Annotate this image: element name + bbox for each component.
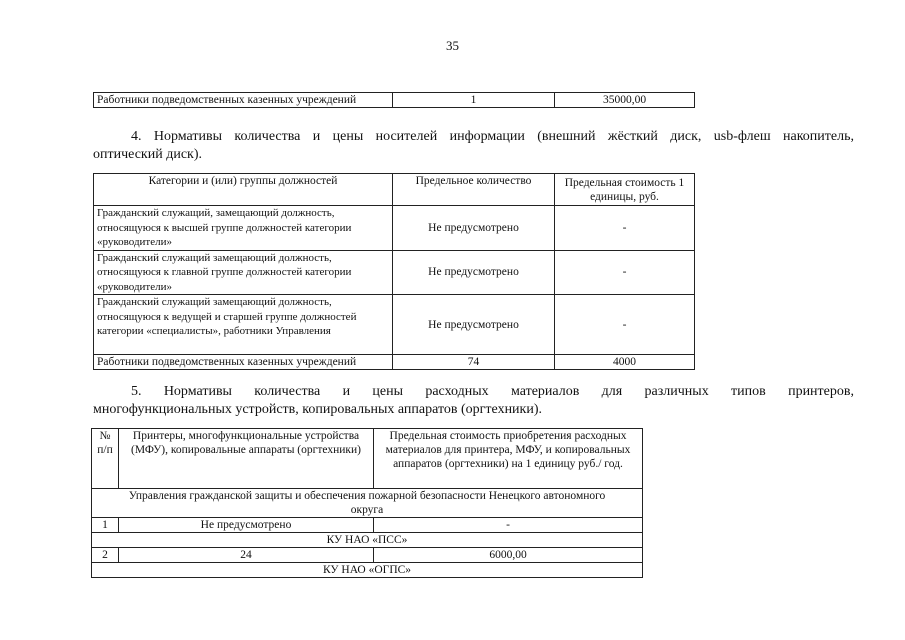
table-cell: Не предусмотрено	[393, 295, 555, 355]
table-cell: 1	[393, 93, 555, 108]
table-cell: 1	[92, 518, 119, 533]
table-row	[92, 518, 643, 533]
group-cell: Управления гражданской защиты и обеспечения пожарной безопасности Ненецкого автономного округа	[92, 489, 643, 518]
top-table	[93, 92, 695, 108]
table-row	[92, 548, 643, 563]
table-cell: -	[374, 518, 643, 533]
table-cell: 35000,00	[555, 93, 695, 108]
table-cell: 4000	[555, 355, 695, 370]
table-cell: -	[555, 206, 695, 251]
page-number: 35	[446, 38, 459, 53]
table-cell: Гражданский служащий замещающий должность, относящуюся к ведущей и старшей группе должностей категории «специалисты», работники Управления	[94, 295, 393, 355]
section-5-heading	[93, 383, 854, 419]
table-header-cell: № п/п	[92, 429, 119, 489]
table-cell: Не предусмотрено	[119, 518, 374, 533]
table-row	[94, 295, 695, 355]
table-header-cell: Предельная стоимость приобретения расходных материалов для принтера, МФУ, и копировальных аппаратов (оргтехники) на 1 единицу руб./ год.	[374, 429, 643, 489]
table-row	[94, 93, 695, 108]
table-row	[94, 206, 695, 251]
group-row	[92, 533, 643, 548]
table-cell: Работники подведомственных казенных учреждений	[94, 93, 393, 108]
table-cell: 74	[393, 355, 555, 370]
table-cell: 24	[119, 548, 374, 563]
carriers-table	[93, 173, 695, 370]
table-header-row	[92, 429, 643, 489]
table-header-cell: Принтеры, многофункциональные устройства (МФУ), копировальные аппараты (оргтехники)	[119, 429, 374, 489]
table-cell: -	[555, 295, 695, 355]
group-cell: КУ НАО «ОГПС»	[92, 563, 643, 578]
table-cell: Гражданский служащий замещающий должность, относящуюся к главной группе должностей категории «руководители»	[94, 250, 393, 295]
table-header-cell: Предельное количество	[393, 174, 555, 206]
section-5-heading-line1: 5. Нормативы количества и цены расходных материалов для различных типов принтеров,	[131, 384, 854, 399]
table-cell: Не предусмотрено	[393, 250, 555, 295]
table-header-cell: Предельная стоимость 1 единицы, руб.	[555, 174, 695, 206]
table-cell: 6000,00	[374, 548, 643, 563]
consumables-table	[91, 428, 643, 578]
section-4-heading-line2: оптический диск).	[93, 147, 202, 162]
table-header-row	[94, 174, 695, 206]
table-cell: Работники подведомственных казенных учреждений	[94, 355, 393, 370]
table-cell: 2	[92, 548, 119, 563]
group-cell: КУ НАО «ПСС»	[92, 533, 643, 548]
group-row	[92, 563, 643, 578]
table-header-cell: Категории и (или) группы должностей	[94, 174, 393, 206]
section-4-heading-line1: 4. Нормативы количества и цены носителей информации (внешний жёсткий диск, usb-флеш накопитель,	[131, 129, 854, 144]
group-row	[92, 489, 643, 518]
table-cell: Не предусмотрено	[393, 206, 555, 251]
section-5-heading-line2: многофункциональных устройств, копировальных аппаратов (оргтехники).	[93, 402, 543, 417]
section-4-heading	[93, 128, 854, 164]
table-row	[94, 355, 695, 370]
table-cell: -	[555, 250, 695, 295]
table-row	[94, 250, 695, 295]
table-cell: Гражданский служащий, замещающий должность, относящуюся к высшей группе должностей категории «руководители»	[94, 206, 393, 251]
